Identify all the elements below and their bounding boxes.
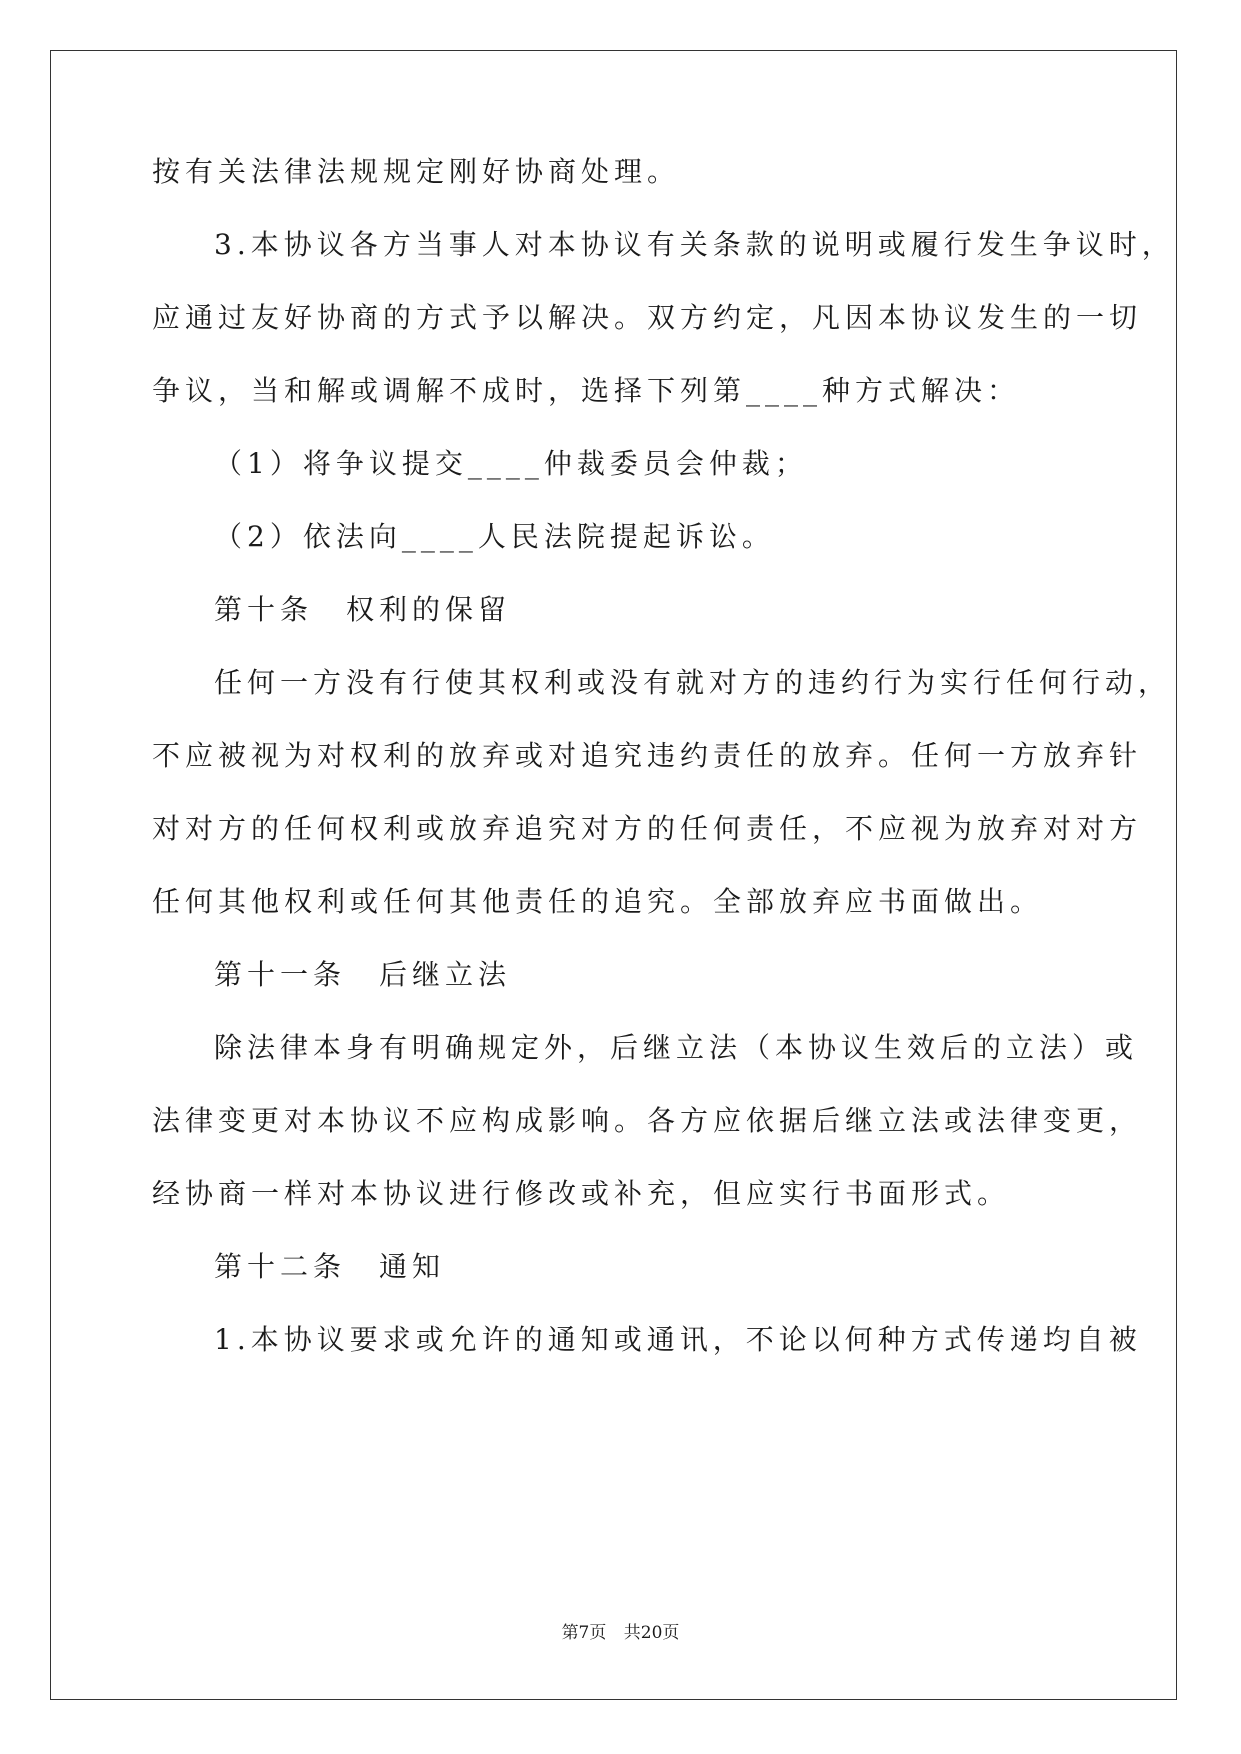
text-line: 经协商一样对本协议进行修改或补充，但应实行书面形式。	[152, 1177, 1011, 1210]
text-line: 1.本协议要求或允许的通知或通讯，不论以何种方式传递均自被	[214, 1323, 1142, 1356]
text-line: 法律变更对本协议不应构成影响。各方应依据后继立法或法律变更，	[152, 1104, 1143, 1137]
text-line: 按有关法律法规规定刚好协商处理。	[152, 155, 681, 188]
text-line: 除法律本身有明确规定外，后继立法（本协议生效后的立法）或	[214, 1031, 1139, 1064]
page-total: 共20页	[623, 1623, 680, 1643]
text-line: 争议，当和解或调解不成时，选择下列第____种方式解决：	[152, 374, 1021, 407]
text-line: 3.本协议各方当事人对本协议有关条款的说明或履行发生争议时，	[214, 228, 1175, 261]
text-line: 对对方的任何权利或放弃追究对方的任何责任，不应视为放弃对对方	[152, 812, 1143, 845]
article-heading: 第十一条 后继立法	[214, 958, 512, 991]
page-number: 第7页	[561, 1623, 607, 1643]
text-line: （1）将争议提交____仲裁委员会仲裁；	[214, 447, 808, 480]
article-heading: 第十条 权利的保留	[214, 593, 512, 626]
text-line: 不应被视为对权利的放弃或对追究违约责任的放弃。任何一方放弃针	[152, 739, 1143, 772]
text-line: 任何其他权利或任何其他责任的追究。全部放弃应书面做出。	[152, 885, 1044, 918]
article-heading: 第十二条 通知	[214, 1250, 446, 1283]
text-line: 应通过友好协商的方式予以解决。双方约定，凡因本协议发生的一切	[152, 301, 1143, 334]
page-footer	[0, 1618, 1241, 1643]
text-line: 任何一方没有行使其权利或没有就对方的违约行为实行任何行动，	[214, 666, 1172, 699]
text-line: （2）依法向____人民法院提起诉讼。	[214, 520, 775, 553]
